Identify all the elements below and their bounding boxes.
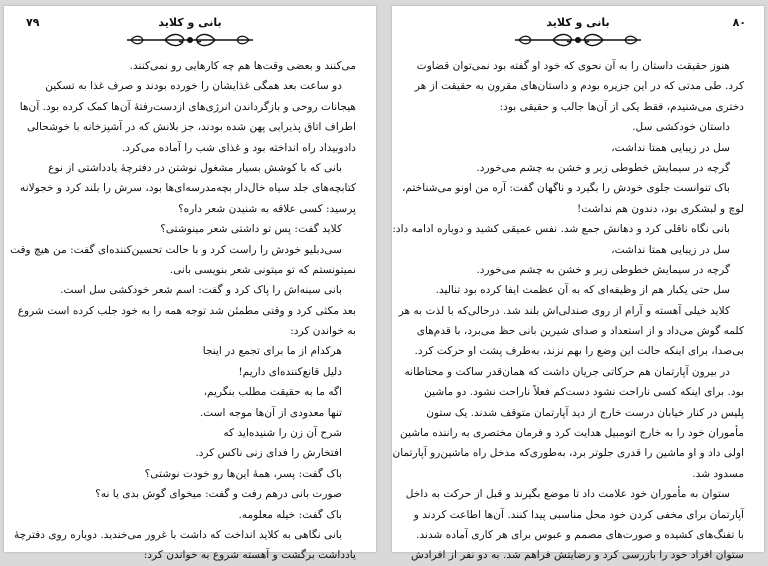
running-title: بانی و کلاید [546, 16, 610, 29]
left-page [4, 6, 376, 562]
text-line: سل در زیبایی همتا نداشت، [611, 243, 730, 256]
text-line: دو ساعت بعد همگی غذایشان را خورده بودند و صرف غذا به تسکین [45, 80, 342, 93]
text-line: بانی نگاهی به کلاید انداخت که داشت با غرور می‌خندید. دوباره روی دفترچهٔ [13, 528, 342, 541]
text-line: اگه ما به حقیقت مطلب بنگریم، [203, 386, 342, 399]
page-header [4, 6, 376, 54]
text-line: مأموران خود را به خارج اتومبیل هدایت کرد و فرمان مختصری به راننده ماشین [399, 427, 744, 440]
text-line: بود. برای اینکه کسی ناراحت نشود دست‌کم فعلاً ناراحت نشود. دو ماشین [424, 386, 744, 399]
text-line: کلاید خیلی آهسته و آرام از روی صندلی‌اش بلند شد. درحالی‌که با لذت به هر [398, 304, 730, 317]
text-line: هیجانات روحی و بازگرداندن انرژی‌های ازدست‌رفتهٔ آن‌ها کمک کرده بود. آن‌ها [19, 100, 356, 113]
text-line: صورت بانی درهم رفت و گفت: میخوای گوش بدی یا نه؟ [95, 488, 342, 501]
text-line: پلیس در کنار خیابان درست خارج از دید آپارتمان متوقف شدند. یک ستون [426, 406, 744, 419]
page-number: ۸۰ [732, 16, 746, 29]
text-line: بعد مکثی کرد و وقتی مطمئن شد توجه همه را به خود جلب کرده است شروع [17, 304, 356, 317]
text-line: کلمه گوش می‌داد و از استعداد و صدای شیرین بانی حظ می‌برد، با قدم‌های [416, 325, 744, 338]
text-line: دادوبیداد راه انداخته بود و غذای شب را آماده می‌کرد. [121, 141, 356, 154]
body-text [392, 56, 744, 566]
text-line: باک گفت: پسر، همهٔ این‌ها رو خودت نوشتی؟ [144, 467, 342, 480]
text-line: پرسید: کسی علاقه به شنیدن شعر داره؟ [178, 202, 356, 215]
header-ornament-icon [125, 32, 255, 48]
text-line: دختری می‌شنیدم، فقط یکی از آن‌ها جالب و حقیقی بود: [499, 100, 744, 113]
text-line: تنها معدودی از آن‌ها موجه است. [199, 406, 342, 419]
text-line: شرح آن زن را شنیده‌اید که [223, 427, 342, 440]
text-line: داستان خودکشی سل. [632, 121, 730, 134]
text-line: هنوز حقیقت داستان را به آن نحوی که خود او گفته بود نمی‌توان قضاوت [416, 60, 730, 72]
text-line: کلاید گفت: پس تو داشتی شعر مینوشتی؟ [160, 223, 342, 236]
text-line: آپارتمان برای مخفی کردن خود محل مناسبی پیدا کنند. آن‌ها اطاعت کردند و [413, 508, 744, 521]
right-page [392, 6, 764, 562]
text-line: یادداشت برگشت و آهسته شروع به خواندن کرد: [143, 549, 356, 562]
text-line: بانی نگاه ناقلی کرد و دهانش جمع شد. نفس عمیقی کشید و دوباره ادامه داد: [392, 223, 730, 236]
text-line: باک تنوانست جلوی خودش را بگیرد و ناگهان گفت: آره من اونو می‌شناختم، [402, 182, 730, 195]
text-line: گرچه در سیمایش خطوطی زبر و خشن به چشم می‌خورد. [476, 161, 730, 174]
running-title: بانی و کلاید [158, 16, 222, 29]
text-line: بانی که با کوشش بسیار مشغول نوشتن در دفترچهٔ یادداشتی از نوع [48, 161, 342, 174]
text-line: اطراف اتاق پذیرایی پهن شده بودند، جز بلانش که در آشپزخانه با خوشحالی [26, 121, 356, 134]
text-line: سل حتی یکبار هم از وظیفه‌ای که به آن عظمت ایفا کرده بود تنالید. [435, 284, 730, 297]
body-text [10, 56, 356, 566]
page-header [392, 6, 764, 54]
text-line: در بیرون آپارتمان هم حرکاتی جریان داشت که همان‌قدر ساکت و محتاطانه [404, 365, 730, 378]
text-line: دلیل قانع‌کننده‌ای داریم! [238, 365, 342, 378]
text-line: ستوان به مأموران خود علامت داد تا موضع بگیرند و قبل از حرکت به داخل [405, 488, 730, 501]
header-ornament-icon [513, 32, 643, 48]
text-line: مسدود شد. [692, 467, 744, 480]
text-line: لوچ و لبشکری بود، دندون هم نداشت! [576, 202, 744, 215]
text-line: افتخارش را فدای زنی ناکس کرد. [195, 447, 342, 460]
text-line: ستوان افراد خود را بازرسی کرد و رضایتش فراهم شد. به دو نفر از افرادش [411, 549, 744, 562]
text-line: هرکدام از ما برای تجمع در اینجا [202, 345, 342, 358]
text-line: کرد. طی مدتی که در این جزیره بودم و داستان‌های مقرون به حقیقت از هر [414, 80, 744, 93]
text-line: بانی سینه‌اش را پاک کرد و گفت: اسم شعر خودکشی سل است. [60, 284, 342, 297]
text-line: کتابچه‌های جلد سیاه خال‌دار بچه‌مدرسه‌ای‌ها بود، سرش را بلند کرد و خجولانه [20, 182, 356, 195]
text-line: باک گفت: خیله معلومه. [238, 508, 342, 521]
page-number: ۷۹ [26, 16, 40, 29]
text-line: سی‌دبلیو خودش را راست کرد و با حالت تحسین‌کننده‌ای گفت: من هیچ وقت [10, 243, 342, 256]
text-line: با تفنگ‌های کشیده و صورت‌های مصمم و عبوس برای هر کاری آماده شدند. [416, 528, 744, 541]
text-line: نمیتونستم که تو میتونی شعر بنویسی بانی. [169, 263, 356, 276]
text-line: می‌کنند و بعضی وقت‌ها هم چه کارهایی رو نمی‌کنند. [129, 60, 356, 72]
text-line: به خواندن کرد: [290, 325, 356, 338]
text-line: سل در زیبایی همتا نداشت، [611, 141, 730, 154]
text-line: گرچه در سیمایش خطوطی زبر و خشن به چشم می‌خورد. [476, 263, 730, 276]
text-line: بی‌صدا، برای اینکه حالت این وضع را بهم نزند، به‌طرف پشت او حرکت کرد. [414, 345, 744, 358]
text-line: اولی داد و او ماشین را قدری جلوتر برد، به‌طوری‌که مدخل راه ماشین‌رو آپارتمان [392, 447, 744, 460]
